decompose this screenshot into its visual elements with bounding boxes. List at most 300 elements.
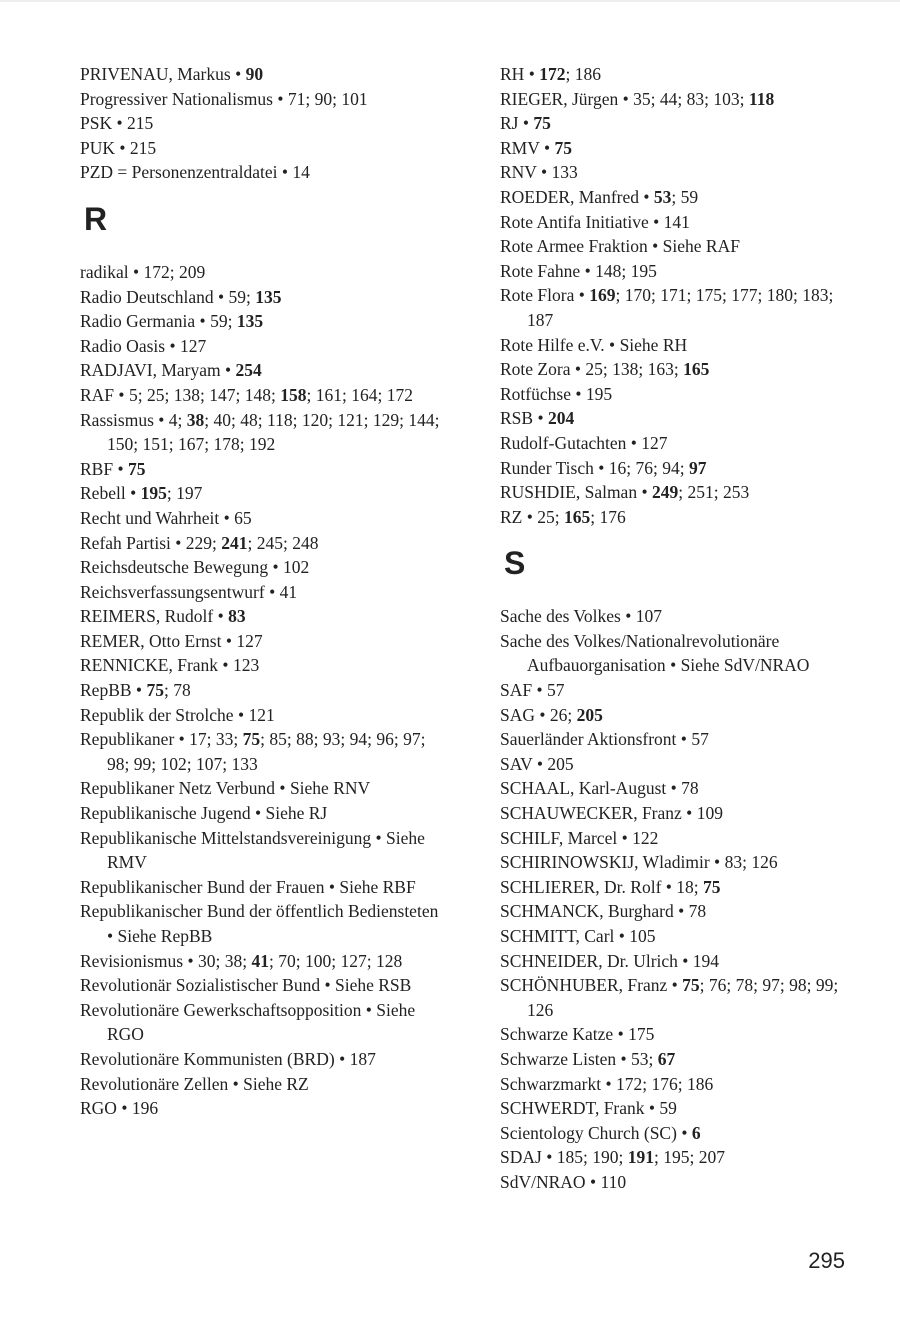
page-ref: 144 [408, 409, 435, 430]
index-entry: Reichsverfassungsentwurf • 41 [80, 581, 298, 602]
page-ref: 16 [608, 457, 627, 478]
see-reference: Siehe RSB [335, 975, 412, 996]
page-ref: 148 [244, 384, 271, 405]
page-ref: 25 [146, 384, 165, 405]
entry-term: Reichsverfassungsentwurf [80, 581, 265, 602]
see-reference: Siehe RZ [243, 1073, 309, 1094]
index-entry: Republik der Strolche • 121 [80, 704, 275, 725]
page-ref: 30 [197, 950, 216, 971]
entry-term: RZ [500, 506, 523, 527]
index-entry: Rebell • 195; 197 [80, 483, 203, 504]
entry-term: SDAJ [500, 1147, 542, 1168]
index-entry: Rassismus • 4; 38; 40; 48; 118; 120; 121; 129; 144; 150; 151; 167; 178; 192 [80, 409, 440, 455]
page-ref: 85 [269, 729, 287, 750]
page-ref: 209 [178, 261, 206, 282]
entry-term: RAF [80, 384, 115, 405]
page-ref: 195 [630, 260, 657, 281]
entry-term: RJ [500, 113, 519, 134]
page-ref: 26 [549, 704, 568, 725]
page-ref: 98 [789, 975, 807, 996]
page-ref: 172 [539, 64, 566, 84]
entry-term: RGO [80, 1098, 117, 1119]
page-ref: 102 [282, 557, 310, 578]
entry-term: RSB [500, 408, 534, 429]
page-ref: 75 [127, 458, 146, 479]
page-ref: 103 [713, 88, 740, 109]
index-entry: Progressiver Nationalismus • 71; 90; 101 [80, 88, 368, 109]
page-ref: 101 [341, 88, 368, 109]
index-column-left [80, 62, 440, 1121]
page-ref: 171 [660, 285, 687, 306]
entry-term: SCHWERDT, Frank [500, 1098, 645, 1119]
page-ref: 186 [574, 64, 601, 84]
page-ref: 123 [232, 655, 260, 676]
page-ref: 57 [547, 680, 565, 701]
entry-term: RMV [500, 137, 540, 158]
page-ref: 175 [628, 1024, 655, 1045]
entry-term: SCHILF, Marcel [500, 827, 618, 848]
page-ref: 5 [128, 384, 138, 405]
index-entry: RIEGER, Jürgen • 35; 44; 83; 103; 118 [500, 88, 775, 109]
entry-term: SCHAUWECKER, Franz [500, 803, 682, 824]
index-entry: SdV/NRAO • 110 [500, 1171, 627, 1192]
page-ref: 33 [215, 729, 234, 750]
page-ref: 83 [686, 88, 705, 109]
entry-term: radikal [80, 261, 129, 282]
index-entry: Revisionismus • 30; 38; 41; 70; 100; 127; 128 [80, 950, 403, 971]
page-ref: 94 [349, 729, 368, 750]
entry-term: SCHÖNHUBER, Franz [500, 975, 668, 996]
page-ref: 75 [682, 975, 700, 996]
page-ref: 194 [692, 950, 720, 971]
page-ref: 135 [236, 311, 264, 332]
index-entry: Republikanischer Bund der Frauen • Siehe RBF [80, 876, 416, 897]
index-entry: RH • 172; 186 [500, 64, 601, 84]
page-ref: 187 [349, 1048, 376, 1069]
page-ref: 215 [127, 113, 154, 134]
index-entry: Rote Flora • 169; 170; 171; 175; 177; 180; 183; 187 [500, 285, 834, 330]
page-ref: 161 [315, 384, 342, 405]
page-ref: 254 [235, 360, 262, 381]
page-ref: 187 [527, 309, 554, 330]
page-ref: 59 [659, 1098, 677, 1119]
page-ref: 241 [221, 532, 248, 553]
index-entry: Republikanische Jugend • Siehe RJ [80, 803, 328, 824]
page-ref: 14 [292, 162, 310, 183]
page-ref: 151 [142, 434, 169, 455]
page-ref: 215 [129, 137, 157, 158]
page-ref: 249 [651, 482, 679, 503]
index-entry: SCHAUWECKER, Franz • 109 [500, 803, 723, 824]
see-reference: Siehe RBF [339, 876, 416, 897]
index-entry: Refah Partisi • 229; 241; 245; 248 [80, 532, 319, 553]
entry-term: Revisionismus [80, 950, 184, 971]
page-ref: 102 [160, 753, 187, 774]
page-ref: 93 [322, 729, 341, 750]
entry-term: RIEGER, Jürgen [500, 88, 619, 109]
page-ref: 195 [585, 383, 613, 404]
section-letter: S [504, 545, 526, 582]
entry-term: Recht und Wahrheit [80, 507, 220, 528]
page-ref: 177 [731, 285, 758, 306]
entry-term: Scientology Church (SC) [500, 1122, 677, 1143]
page-ref: 195 [140, 483, 167, 504]
index-entry: SCHÖNHUBER, Franz • 75; 76; 78; 97; 98; 99; 126 [500, 975, 839, 1020]
page-ref: 96 [376, 729, 394, 750]
page-ref: 121 [248, 704, 275, 725]
page-ref: 41 [279, 581, 298, 602]
index-entry: RBF • 75 [80, 458, 146, 479]
index-entry: SAG • 26; 205 [500, 704, 603, 725]
entry-term: Refah Partisi [80, 532, 171, 553]
index-entry: Rotfüchse • 195 [500, 383, 613, 404]
page-ref: 147 [209, 384, 236, 405]
page-ref: 78 [173, 680, 191, 701]
entry-term: Radio Oasis [80, 335, 166, 356]
page-ref: 38 [186, 409, 205, 430]
entry-term: Sauerländer Aktionsfront [500, 729, 677, 750]
index-entry: SCHMANCK, Burghard • 78 [500, 901, 707, 922]
page-ref: 126 [751, 852, 778, 873]
entry-term: Revolutionäre Kommunisten (BRD) [80, 1048, 335, 1069]
page-ref: 17 [189, 729, 207, 750]
page-ref: 57 [691, 729, 709, 750]
index-entry: Schwarzmarkt • 172; 176; 186 [500, 1073, 714, 1094]
page-ref: 75 [146, 680, 164, 701]
entry-term: RH [500, 64, 525, 84]
index-entry: Sache des Volkes • 107 [500, 606, 663, 627]
entry-term: REMER, Otto Ernst [80, 630, 222, 651]
page-ref: 121 [337, 409, 364, 430]
entry-term: Radio Deutschland [80, 286, 214, 307]
page-ref: 40 [213, 409, 232, 430]
index-entry: Schwarze Katze • 175 [500, 1024, 655, 1045]
entry-term: RENNICKE, Frank [80, 655, 219, 676]
entry-term: Rote Zora [500, 359, 571, 380]
page-ref: 41 [251, 950, 269, 971]
page-ref: 163 [647, 359, 674, 380]
page-ref: 38 [224, 950, 243, 971]
index-entry: Rote Zora • 25; 138; 163; 165 [500, 359, 710, 380]
see-reference: Siehe SdV/NRAO [680, 655, 810, 676]
index-entry: Rote Hilfe e.V. • Siehe RH [500, 334, 688, 355]
index-entry: Republikaner • 17; 33; 75; 85; 88; 93; 94; 96; 97; 98; 99; 102; 107; 133 [80, 729, 426, 774]
index-entry: Reichsdeutsche Bewegung • 102 [80, 557, 310, 578]
entry-term: SCHMANCK, Burghard [500, 901, 674, 922]
index-entry: RNV • 133 [500, 162, 578, 183]
entry-term: Rote Armee Fraktion [500, 236, 648, 257]
see-reference: Siehe RAF [662, 236, 740, 257]
index-entry: SAV • 205 [500, 753, 574, 774]
page-ref: 207 [698, 1147, 725, 1168]
page-ref: 229 [185, 532, 213, 553]
entry-term: Rote Flora [500, 285, 575, 306]
index-entry: Rote Armee Fraktion • Siehe RAF [500, 236, 740, 257]
index-entry: Revolutionäre Kommunisten (BRD) • 187 [80, 1048, 376, 1069]
page-ref: 135 [255, 286, 282, 307]
entry-term: RUSHDIE, Salman [500, 482, 638, 503]
entry-term: Rote Antifa Initiative [500, 211, 649, 232]
page-ref: 122 [632, 827, 659, 848]
entry-term: PZD = Personenzentraldatei [80, 162, 278, 183]
page-ref: 53 [631, 1048, 649, 1069]
page-ref: 180 [766, 285, 794, 306]
page-ref: 127 [236, 630, 263, 651]
see-reference: Siehe RH [619, 334, 688, 355]
page-ref: 76 [635, 457, 653, 478]
index-entry: Recht und Wahrheit • 65 [80, 507, 252, 528]
page-ref: 205 [576, 704, 603, 725]
page-ref: 97 [403, 729, 421, 750]
page-ref: 35 [633, 88, 651, 109]
index-entry: SCHLIERER, Dr. Rolf • 18; 75 [500, 876, 721, 897]
page-ref: 83 [724, 852, 743, 873]
page-ref: 165 [564, 506, 591, 527]
entry-term: Rudolf-Gutachten [500, 432, 627, 453]
index-entry: SCHILF, Marcel • 122 [500, 827, 659, 848]
page-ref: 248 [292, 532, 319, 553]
see-reference: Siehe RepBB [117, 926, 213, 946]
page-ref: 109 [696, 803, 723, 824]
page-ref: 120 [301, 409, 329, 430]
entry-term: PUK [80, 137, 116, 158]
page-ref: 175 [695, 285, 723, 306]
entry-term: Progressiver Nationalismus [80, 88, 273, 109]
entry-term: ROEDER, Manfred [500, 186, 640, 207]
entry-term: Republik der Strolche [80, 704, 234, 725]
index-entry: Republikanische Mittelstandsvereinigung • Siehe RMV [80, 827, 425, 873]
index-entry: SCHAAL, Karl-August • 78 [500, 778, 699, 799]
page-ref: 107 [196, 753, 223, 774]
index-entry: Schwarze Listen • 53; 67 [500, 1048, 676, 1069]
page-ref: 191 [627, 1147, 654, 1168]
index-entry: Rote Antifa Initiative • 141 [500, 211, 690, 232]
entry-term: Sache des Volkes [500, 606, 621, 627]
page-ref: 172 [143, 261, 170, 282]
page-ref: 105 [629, 926, 656, 946]
index-entry: REMER, Otto Ernst • 127 [80, 630, 263, 651]
page-ref: 205 [547, 753, 574, 774]
entry-term: Schwarze Listen [500, 1048, 617, 1069]
entry-term: Runder Tisch [500, 457, 594, 478]
page-ref: 138 [173, 384, 200, 405]
index-entry: Rote Fahne • 148; 195 [500, 260, 657, 281]
page-ref: 178 [213, 434, 240, 455]
entry-term: SCHMITT, Carl [500, 926, 615, 946]
page-ref: 172 [615, 1073, 643, 1094]
page-ref: 88 [296, 729, 314, 750]
scan-edge-line [0, 0, 900, 2]
page-ref: 165 [683, 359, 710, 380]
entry-term: Rote Hilfe e.V. [500, 334, 605, 355]
page-ref: 97 [688, 457, 707, 478]
page-ref: 186 [686, 1073, 714, 1094]
page-ref: 127 [641, 432, 668, 453]
page-ref: 71 [287, 88, 306, 109]
page-ref: 204 [547, 408, 575, 429]
index-entry: REIMERS, Rudolf • 83 [80, 606, 246, 627]
entry-term: SdV/NRAO [500, 1171, 586, 1192]
page-ref: 18 [676, 876, 694, 897]
entry-term: Republikaner Netz Verbund [80, 778, 276, 799]
entry-term: Rotfüchse [500, 383, 571, 404]
page-ref: 25 [585, 359, 603, 380]
index-entry: PZD = Personenzentraldatei • 14 [80, 162, 310, 183]
page-ref: 176 [651, 1073, 678, 1094]
index-entry: Radio Oasis • 127 [80, 335, 207, 356]
page-ref: 48 [240, 409, 258, 430]
entry-term: SCHIRINOWSKIJ, Wladimir [500, 852, 710, 873]
index-entry: Republikaner Netz Verbund • Siehe RNV [80, 778, 371, 799]
page-ref: 197 [176, 483, 203, 504]
entry-term: Sache des Volkes/Nationalrevolutionäre Aufbauorganisation [500, 630, 780, 676]
entry-term: Revolutionäre Zellen [80, 1073, 229, 1094]
index-entry: RAF • 5; 25; 138; 147; 148; 158; 161; 164; 172 [80, 384, 413, 405]
page-ref: 99 [815, 975, 834, 996]
entry-term: PSK [80, 113, 113, 134]
entry-term: SCHNEIDER, Dr. Ulrich [500, 950, 678, 971]
index-entry: SCHWERDT, Frank • 59 [500, 1098, 677, 1119]
page-ref: 44 [659, 88, 678, 109]
entry-term: Schwarzmarkt [500, 1073, 602, 1094]
page-ref: 90 [314, 88, 333, 109]
entry-term: SCHAAL, Karl-August [500, 778, 667, 799]
page-ref: 75 [533, 113, 551, 134]
index-entry: SDAJ • 185; 190; 191; 195; 207 [500, 1147, 725, 1168]
page-ref: 127 [179, 335, 207, 356]
entry-term: Schwarze Katze [500, 1024, 614, 1045]
page-ref: 190 [592, 1147, 619, 1168]
section-letter: R [84, 200, 108, 237]
entry-term: Republikanische Mittelstandsvereinigung [80, 827, 372, 848]
page-ref: 75 [242, 729, 261, 750]
page-ref: 183 [802, 285, 829, 306]
index-entry: RADJAVI, Maryam • 254 [80, 360, 262, 381]
index-entry: RSB • 204 [500, 408, 575, 429]
index-entry: RMV • 75 [500, 137, 572, 158]
page-ref: 138 [612, 359, 639, 380]
index-entry: RepBB • 75; 78 [80, 680, 191, 701]
page-ref: 65 [234, 507, 252, 528]
index-entry: Sache des Volkes/Nationalrevolutionäre Aufbauorganisation • Siehe SdV/NRAO [500, 630, 810, 676]
page-ref: 78 [735, 975, 754, 996]
page-ref: 133 [231, 753, 258, 774]
index-entry: Radio Deutschland • 59; 135 [80, 286, 282, 307]
page-ref: 75 [554, 137, 572, 158]
page-ref: 128 [375, 950, 403, 971]
page-ref: 94 [662, 457, 680, 478]
index-entry: PUK • 215 [80, 137, 157, 158]
index-entry: SAF • 57 [500, 680, 565, 701]
page-ref: 53 [653, 186, 672, 207]
page-ref: 59 [210, 311, 228, 332]
page-ref: 100 [304, 950, 332, 971]
entry-term: Revolutionär Sozialistischer Bund [80, 975, 321, 996]
page-ref: 127 [340, 950, 367, 971]
page-ref: 164 [351, 384, 378, 405]
page-ref: 170 [624, 285, 652, 306]
index-entry: RJ • 75 [500, 113, 551, 134]
index-entry: RUSHDIE, Salman • 249; 251; 253 [500, 482, 750, 503]
page-ref: 192 [249, 434, 276, 455]
page-ref: 169 [589, 285, 616, 306]
see-reference: Siehe RGO [107, 999, 416, 1045]
page-ref: 176 [599, 506, 626, 527]
see-reference: Siehe RMV [107, 827, 425, 873]
page-ref: 129 [372, 409, 400, 430]
entry-term: Reichsdeutsche Bewegung [80, 557, 269, 578]
index-entry: Republikanischer Bund der öffentlich Bediensteten • Siehe RepBB [80, 901, 439, 946]
index-entry: Sauerländer Aktionsfront • 57 [500, 729, 709, 750]
index-entry: RGO • 196 [80, 1098, 159, 1119]
entry-term: Revolutionäre Gewerkschaftsopposition [80, 999, 362, 1020]
page-ref: 172 [386, 384, 413, 405]
page-ref: 148 [595, 260, 622, 281]
page-ref: 167 [178, 434, 205, 455]
page-ref: 78 [681, 778, 699, 799]
entry-term: Rebell [80, 483, 126, 504]
page-ref: 118 [267, 409, 293, 430]
page-ref: 196 [131, 1098, 159, 1119]
page-ref: 245 [256, 532, 284, 553]
index-entry: PSK • 215 [80, 113, 154, 134]
entry-term: RepBB [80, 680, 132, 701]
entry-term: Radio Germania [80, 311, 196, 332]
entry-term: Republikanische Jugend [80, 803, 251, 824]
index-entry: ROEDER, Manfred • 53; 59 [500, 186, 699, 207]
page-ref: 150 [107, 434, 134, 455]
entry-term: PRIVENAU, Markus [80, 64, 231, 84]
entry-term: RBF [80, 458, 114, 479]
page-ref: 110 [600, 1171, 627, 1192]
index-entry: Revolutionäre Zellen • Siehe RZ [80, 1073, 309, 1094]
page-ref: 195 [663, 1147, 690, 1168]
index-entry: Scientology Church (SC) • 6 [500, 1122, 701, 1143]
entry-term: Republikaner [80, 729, 175, 750]
entry-term: SAG [500, 704, 536, 725]
page-ref: 253 [722, 482, 750, 503]
index-entry: SCHNEIDER, Dr. Ulrich • 194 [500, 950, 720, 971]
entry-term: RNV [500, 162, 537, 183]
see-reference: Siehe RNV [289, 778, 371, 799]
index-entry: PRIVENAU, Markus • 90 [80, 64, 264, 84]
page-ref: 126 [527, 999, 554, 1020]
index-entry: Revolutionär Sozialistischer Bund • Siehe RSB [80, 975, 412, 996]
index-entry: SCHMITT, Carl • 105 [500, 926, 656, 946]
index-entry: SCHIRINOWSKIJ, Wladimir • 83; 126 [500, 852, 778, 873]
page-ref: 59 [228, 286, 247, 307]
page-ref: 141 [663, 211, 690, 232]
page-ref: 59 [680, 186, 699, 207]
page-ref: 133 [551, 162, 578, 183]
page-ref: 98 [107, 753, 125, 774]
entry-term: SAF [500, 680, 533, 701]
index-entry: Radio Germania • 59; 135 [80, 311, 264, 332]
page-ref: 70 [278, 950, 296, 971]
index-entry: Revolutionäre Gewerkschaftsopposition • Siehe RGO [80, 999, 416, 1045]
index-column-right [500, 62, 850, 1195]
index-entry: RZ • 25; 165; 176 [500, 506, 626, 527]
page-ref: 6 [691, 1122, 701, 1143]
entry-term: SAV [500, 753, 533, 774]
page-ref: 99 [133, 753, 152, 774]
entry-term: Republikanischer Bund der Frauen [80, 876, 325, 897]
page-ref: 67 [657, 1048, 676, 1069]
index-entry: Rudolf-Gutachten • 127 [500, 432, 668, 453]
page-ref: 107 [635, 606, 663, 627]
page-ref: 75 [703, 876, 721, 897]
see-reference: Siehe RJ [265, 803, 328, 824]
